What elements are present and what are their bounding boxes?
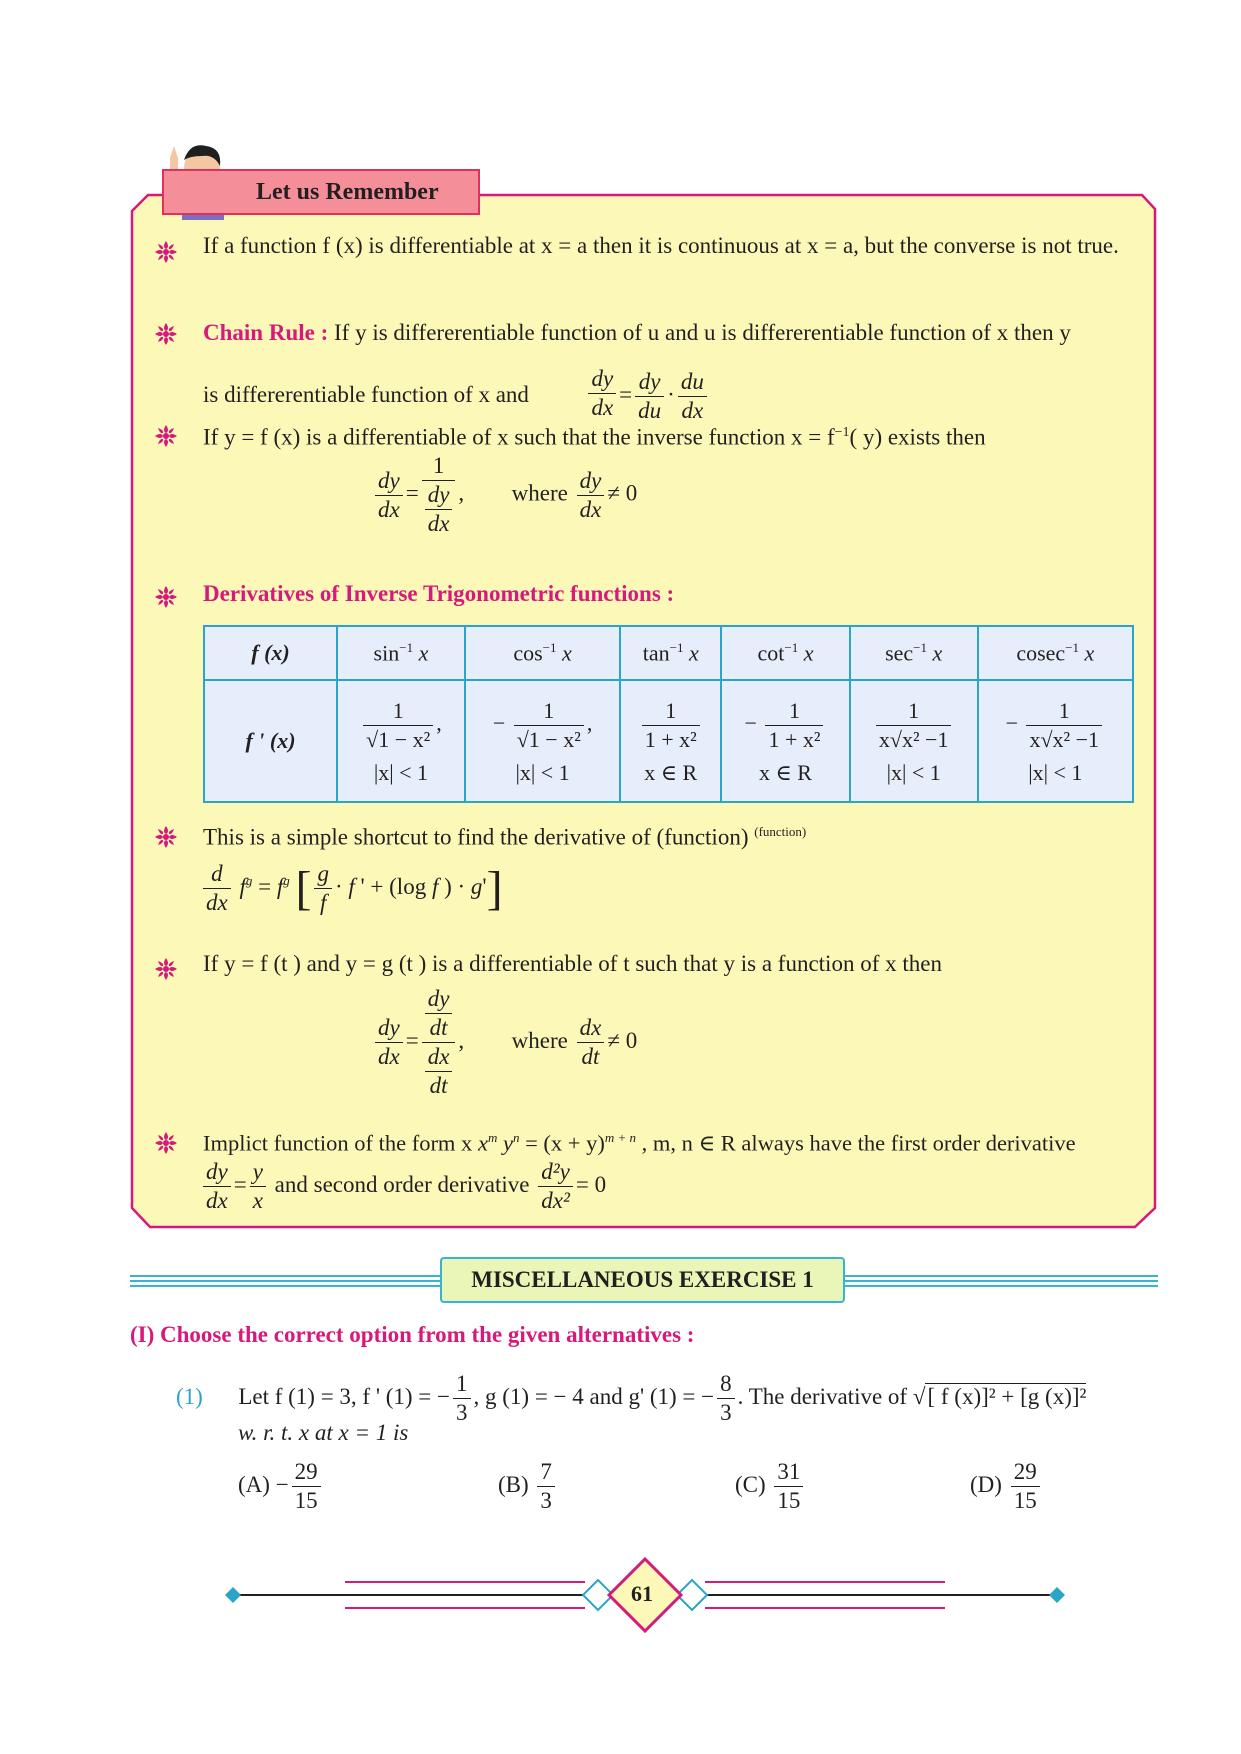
table-cell: sec$^{-1}$ x [850, 626, 978, 680]
table-row-label: f ' (x) [204, 680, 337, 802]
condition: |x| < 1 [886, 759, 941, 785]
neq-zero: ≠ 0 [607, 1027, 638, 1053]
table-row-label: f (x) [204, 626, 337, 680]
condition: |x| < 1 [515, 759, 570, 785]
decorative-lines [130, 1274, 447, 1288]
chain-rule-label: Chain Rule : [203, 320, 329, 345]
parametric-formula: $\frac{dy}{dx}$ = $\frac{dy}{dt}$ $\frac{dx}{dt}$ , where $\frac{dx}{dt}$ ≠ 0 [372, 985, 637, 1100]
remember-point-inverse [203, 415, 1138, 456]
shortcut-formula: $\frac{d}{dx}$ $f^g = f^g$ [ $\frac{g}{f}$ · f ' + (log f ) · g'] [200, 860, 503, 917]
exercise-heading: (I) Choose the correct option from the given alternatives : [130, 1322, 695, 1347]
inverse-text: If y = f (x) is a differentiable of x such that the inverse function x = f [203, 424, 835, 450]
inverse-trig-heading: Derivatives of Inverse Trigonometric functions : [203, 581, 675, 606]
frac-one-over-dydx: 1 $\frac{dy}{dx}$ [422, 452, 456, 538]
shortcut-text: This is a simple shortcut to find the derivative of (function) [203, 824, 749, 850]
chain-rule-text: If y is differerentiable function of u and u is differerentiable function of x then y [334, 320, 1071, 345]
minus-sign: − [1005, 710, 1024, 736]
remember-point-parametric: If y = f (t ) and y = g (t ) is a differentiable of t such that y is a function of x then [203, 951, 942, 976]
decorative-lines [840, 1274, 1158, 1288]
minus-sign: − [744, 710, 763, 736]
exercise-title: MISCELLANEOUS EXERCISE 1 [440, 1257, 845, 1303]
radical-expression: [ f (x)]² + [g (x)]² [927, 1383, 1087, 1409]
table-cell: $\frac{1}{\text{1 + x²}}$ x ∈ R [620, 680, 721, 802]
remember-point-chain-rule [203, 315, 1138, 351]
frac-dy-dx: $\frac{dy}{dx}$ [375, 467, 403, 524]
bullet-icon [155, 241, 177, 263]
question-1: (1) Let f (1) = 3, f ' (1) = − $\frac{1}{3}$ , g (1) = − 4 and g' (1) = − $\frac{8}{3}$ . The derivative of √[ f (x)]² + [g (x)]² [176, 1371, 1087, 1425]
frac-dy-dx: $\frac{dy}{dx}$ [577, 467, 605, 524]
bullet-icon [155, 323, 177, 345]
bullet-icon [155, 425, 177, 447]
derivatives-table [203, 625, 1134, 803]
option-a[interactable]: (A) − $\frac{29}{15}$ [238, 1458, 324, 1515]
condition: |x| < 1 [373, 759, 429, 785]
table-cell: tan$^{-1}$ x [620, 626, 721, 680]
table-cell: $\frac{1}{\text{√1 − x²}}$ , |x| < 1 [337, 680, 465, 802]
condition: x ∈ R [759, 759, 812, 785]
chain-rule-line2: is differerentiable function of x and $\frac{dy}{dx}$ = $\frac{dy}{du}$ · $\frac{du}{dx}$ [203, 368, 903, 425]
where-label: where [511, 1027, 568, 1053]
shortcut-sup: (function) [754, 824, 807, 839]
table-cell: cot$^{-1}$ x [721, 626, 849, 680]
minus-sign: − [492, 710, 511, 736]
table-cell: − $\frac{1}{\text{√1 − x²}}$ , |x| < 1 [465, 680, 620, 802]
option-d[interactable]: (D) $\frac{29}{15}$ [970, 1458, 1043, 1515]
implicit-formula: $\frac{dy}{dx}$ = $\frac{y}{x}$ and second order derivative $\frac{\text{d²y}}{\text{dx²}}$ = 0 [200, 1158, 606, 1215]
page-number: 61 [631, 1581, 653, 1606]
remember-point-implicit: Implict function of the form x $x^m$ $y^n = (x + y)^{m + n}$ , m, n ∈ R always have the first order derivative [203, 1130, 1076, 1156]
table-derivative-row [204, 680, 1133, 802]
remember-point-differentiable: If a function f (x) is differentiable at x = a then it is continuous at x = a, but the converse is not true. [203, 233, 1119, 258]
table-cell: − $\frac{1}{\text{x√x² −1}}$ |x| < 1 [978, 680, 1133, 802]
frac-dy-du: $\frac{dy}{du}$ [635, 368, 664, 425]
option-b[interactable]: (B) $\frac{7}{3}$ [498, 1458, 558, 1515]
remember-point-shortcut [203, 814, 1138, 856]
table-header-row [204, 626, 1133, 680]
bullet-icon [155, 1132, 177, 1154]
remember-title: Let us Remember [162, 169, 480, 215]
question-number: (1) [176, 1383, 203, 1409]
table-cell: $\frac{1}{\text{x√x² −1}}$ |x| < 1 [850, 680, 978, 802]
condition: |x| < 1 [1028, 759, 1083, 785]
table-cell: − $\frac{1}{\text{1 + x²}}$ x ∈ R [721, 680, 849, 802]
inverse-sup: −1 [834, 425, 850, 440]
table-cell: cos$^{-1}$ x [465, 626, 620, 680]
question-1-line2: w. r. t. x at x = 1 is [238, 1420, 409, 1445]
frac-dy-dx: $\frac{dy}{dx}$ [588, 365, 616, 422]
table-cell: sin$^{-1}$ x [337, 626, 465, 680]
neq-zero: ≠ 0 [607, 480, 638, 506]
table-cell: cosec$^{-1}$ x [978, 626, 1133, 680]
where-label: where [511, 480, 568, 506]
chain-rule-text2: is differerentiable function of x and [203, 381, 529, 407]
frac-du-dx: $\frac{du}{dx}$ [678, 368, 707, 425]
bullet-icon [155, 826, 177, 848]
inverse-formula: $\frac{dy}{dx}$ = 1 $\frac{dy}{dx}$ , where $\frac{dy}{dx}$ ≠ 0 [372, 452, 637, 538]
bullet-icon [155, 586, 177, 608]
bullet-icon [155, 958, 177, 980]
option-c[interactable]: (C) $\frac{31}{15}$ [735, 1458, 806, 1515]
condition: x ∈ R [644, 759, 698, 785]
inverse-tail: ( y) exists then [849, 424, 986, 450]
